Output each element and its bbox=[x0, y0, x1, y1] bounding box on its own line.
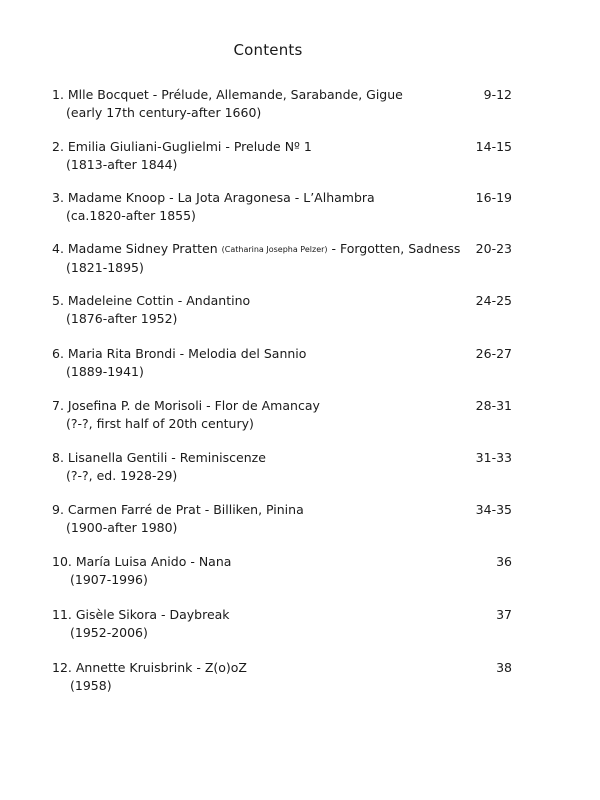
entry-pages: 36 bbox=[496, 554, 512, 569]
contents-entry-12 bbox=[52, 659, 512, 695]
entry-title: 9. Carmen Farré de Prat - Billiken, Pinina bbox=[52, 502, 304, 517]
entry-pages: 31-33 bbox=[475, 450, 512, 465]
entry-pages: 28-31 bbox=[475, 398, 512, 413]
entry-pages: 9-12 bbox=[483, 87, 512, 102]
entry-pages: 14-15 bbox=[475, 139, 512, 154]
entry-title-birth-name: (Catharina Josepha Pelzer) bbox=[221, 245, 328, 254]
entry-title: 1. Mlle Bocquet - Prélude, Allemande, Sarabande, Gigue bbox=[52, 87, 403, 102]
contents-entry-7 bbox=[52, 397, 512, 433]
entry-pages: 38 bbox=[496, 660, 512, 675]
entry-dates: (1900-after 1980) bbox=[66, 520, 178, 535]
entry-dates: (ca.1820-after 1855) bbox=[66, 208, 196, 223]
contents-entry-11 bbox=[52, 606, 512, 642]
entry-dates: (early 17th century-after 1660) bbox=[66, 105, 262, 120]
entry-dates: (1813-after 1844) bbox=[66, 157, 178, 172]
entry-pages: 26-27 bbox=[475, 346, 512, 361]
entry-title: 11. Gisèle Sikora - Daybreak bbox=[52, 607, 230, 622]
entry-dates: (?-?, first half of 20th century) bbox=[66, 416, 254, 431]
entry-dates: (1952-2006) bbox=[70, 625, 148, 640]
entry-title-works: - Forgotten, Sadness bbox=[327, 241, 461, 256]
entry-title-composer: 4. Madame Sidney Pratten bbox=[52, 241, 218, 256]
contents-entry-5 bbox=[52, 292, 512, 328]
contents-entry-6 bbox=[52, 345, 512, 381]
entry-pages: 34-35 bbox=[475, 502, 512, 517]
contents-entry-4 bbox=[52, 240, 512, 277]
contents-entry-2 bbox=[52, 138, 512, 174]
entry-title: 3. Madame Knoop - La Jota Aragonesa - L’Alhambra bbox=[52, 190, 375, 205]
entry-pages: 37 bbox=[496, 607, 512, 622]
page-title: Contents bbox=[233, 41, 303, 59]
entry-title: 12. Annette Kruisbrink - Z(o)oZ bbox=[52, 660, 247, 675]
entry-dates: (?-?, ed. 1928-29) bbox=[66, 468, 178, 483]
contents-entry-8 bbox=[52, 449, 512, 485]
entry-dates: (1821-1895) bbox=[66, 260, 144, 275]
entry-title bbox=[52, 240, 512, 259]
entry-pages: 24-25 bbox=[475, 293, 512, 308]
contents-entry-3 bbox=[52, 189, 512, 225]
entry-title: 2. Emilia Giuliani-Guglielmi - Prelude Nº 1 bbox=[52, 139, 312, 154]
contents-entry-10 bbox=[52, 553, 512, 589]
entry-title: 6. Maria Rita Brondi - Melodia del Sannio bbox=[52, 346, 307, 361]
entry-dates: (1889-1941) bbox=[66, 364, 144, 379]
entry-pages: 16-19 bbox=[475, 190, 512, 205]
entry-title: 7. Josefina P. de Morisoli - Flor de Amancay bbox=[52, 398, 320, 413]
entry-dates: (1907-1996) bbox=[70, 572, 148, 587]
entry-pages: 20-23 bbox=[475, 241, 512, 256]
contents-entry-9 bbox=[52, 501, 512, 537]
entry-title: 8. Lisanella Gentili - Reminiscenze bbox=[52, 450, 266, 465]
contents-entry-1 bbox=[52, 86, 512, 122]
entry-dates: (1876-after 1952) bbox=[66, 311, 178, 326]
entry-dates: (1958) bbox=[70, 678, 112, 693]
entry-title: 5. Madeleine Cottin - Andantino bbox=[52, 293, 251, 308]
entry-title: 10. María Luisa Anido - Nana bbox=[52, 554, 232, 569]
